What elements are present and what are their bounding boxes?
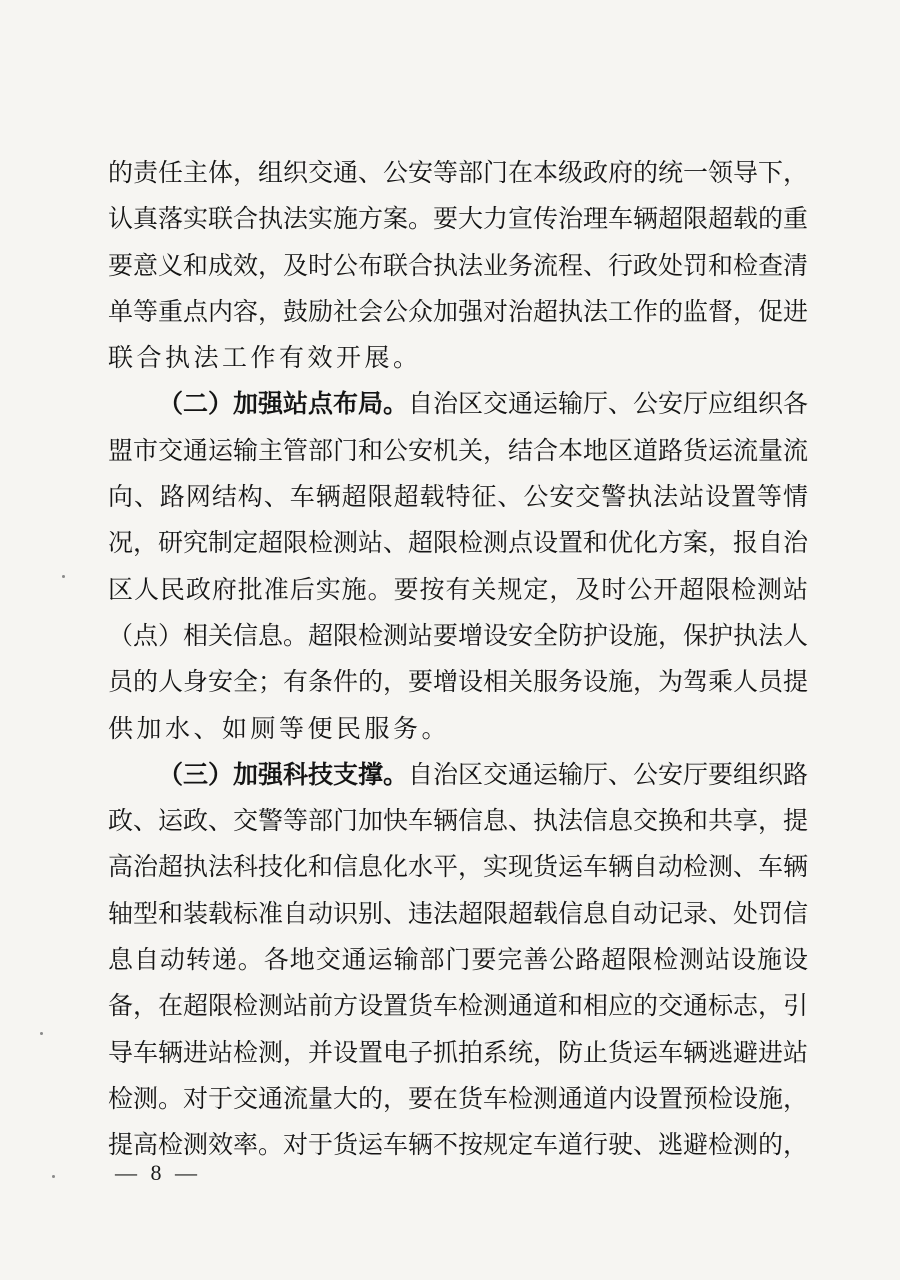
text-line: 导车辆进站检测，并设置电子抓拍系统，防止货运车辆逃避进站 (108, 1037, 809, 1067)
text-line: 盟市交通运输主管部门和公安机关，结合本地区道路货运流量流 (108, 435, 809, 465)
text-line: 息自动转递。各地交通运输部门要完善公路超限检测站设施设 (108, 945, 808, 975)
text-line: 区人民政府批准后实施。要按有关规定，及时公开超限检测站 (108, 574, 808, 604)
text-line: 联合执法工作有效开展。 (108, 343, 422, 373)
text-line: 的责任主体，组织交通、公安等部门在本级政府的统一领导下， (108, 158, 809, 187)
scan-speck (62, 575, 65, 578)
text-line: 认真落实联合执法实施方案。要大力宣传治理车辆超限超载的重 (108, 204, 809, 234)
text-line: 提高检测效率。对于货运车辆不按规定车道行驶、逃避检测的， (108, 1130, 809, 1160)
text-line: 轴型和装载标准自动识别、违法超限超载信息自动记录、处罚信 (108, 898, 809, 928)
body-text (108, 150, 808, 1169)
section-heading: （二）加强站点布局。 (158, 389, 409, 419)
text-line: 政、运政、交警等部门加快车辆信息、执法信息交换和共享，提 (108, 806, 809, 836)
scan-speck (40, 1032, 43, 1035)
text-line: 高治超执法科技化和信息化水平，实现货运车辆自动检测、车辆 (108, 852, 809, 882)
text-line: 员的人身安全；有条件的，要增设相关服务设施，为驾乘人员提 (108, 667, 809, 697)
text-line: （点）相关信息。超限检测站要增设安全防护设施，保护执法人 (108, 620, 809, 650)
scan-speck (52, 1175, 55, 1178)
text-line: 检测。对于交通流量大的，要在货车检测通道内设置预检设施， (108, 1083, 809, 1113)
text-span: 自治区交通运输厅、公安厅要组织路 (408, 759, 809, 789)
text-line: 备，在超限检测站前方设置货车检测通道和相应的交通标志，引 (108, 991, 809, 1021)
text-span: 自治区交通运输厅、公安厅应组织各 (408, 389, 809, 419)
text-line: 要意义和成效，及时公布联合执法业务流程、行政处罚和检查清 (108, 250, 809, 280)
text-line: 供加水、如厕等便民服务。 (108, 713, 451, 743)
paragraph-first-line (108, 381, 808, 427)
paragraph-first-line (108, 752, 808, 798)
text-line: 向、路网结构、车辆超限超载特征、公安交警执法站设置等情 (108, 482, 808, 512)
section-heading: （三）加强科技支撑。 (158, 759, 409, 789)
page-number: — 8 — (115, 1160, 201, 1185)
text-line: 况，研究制定超限检测站、超限检测点设置和优化方案，报自治 (108, 528, 809, 558)
text-line: 单等重点内容，鼓励社会公众加强对治超执法工作的监督，促进 (108, 296, 809, 326)
